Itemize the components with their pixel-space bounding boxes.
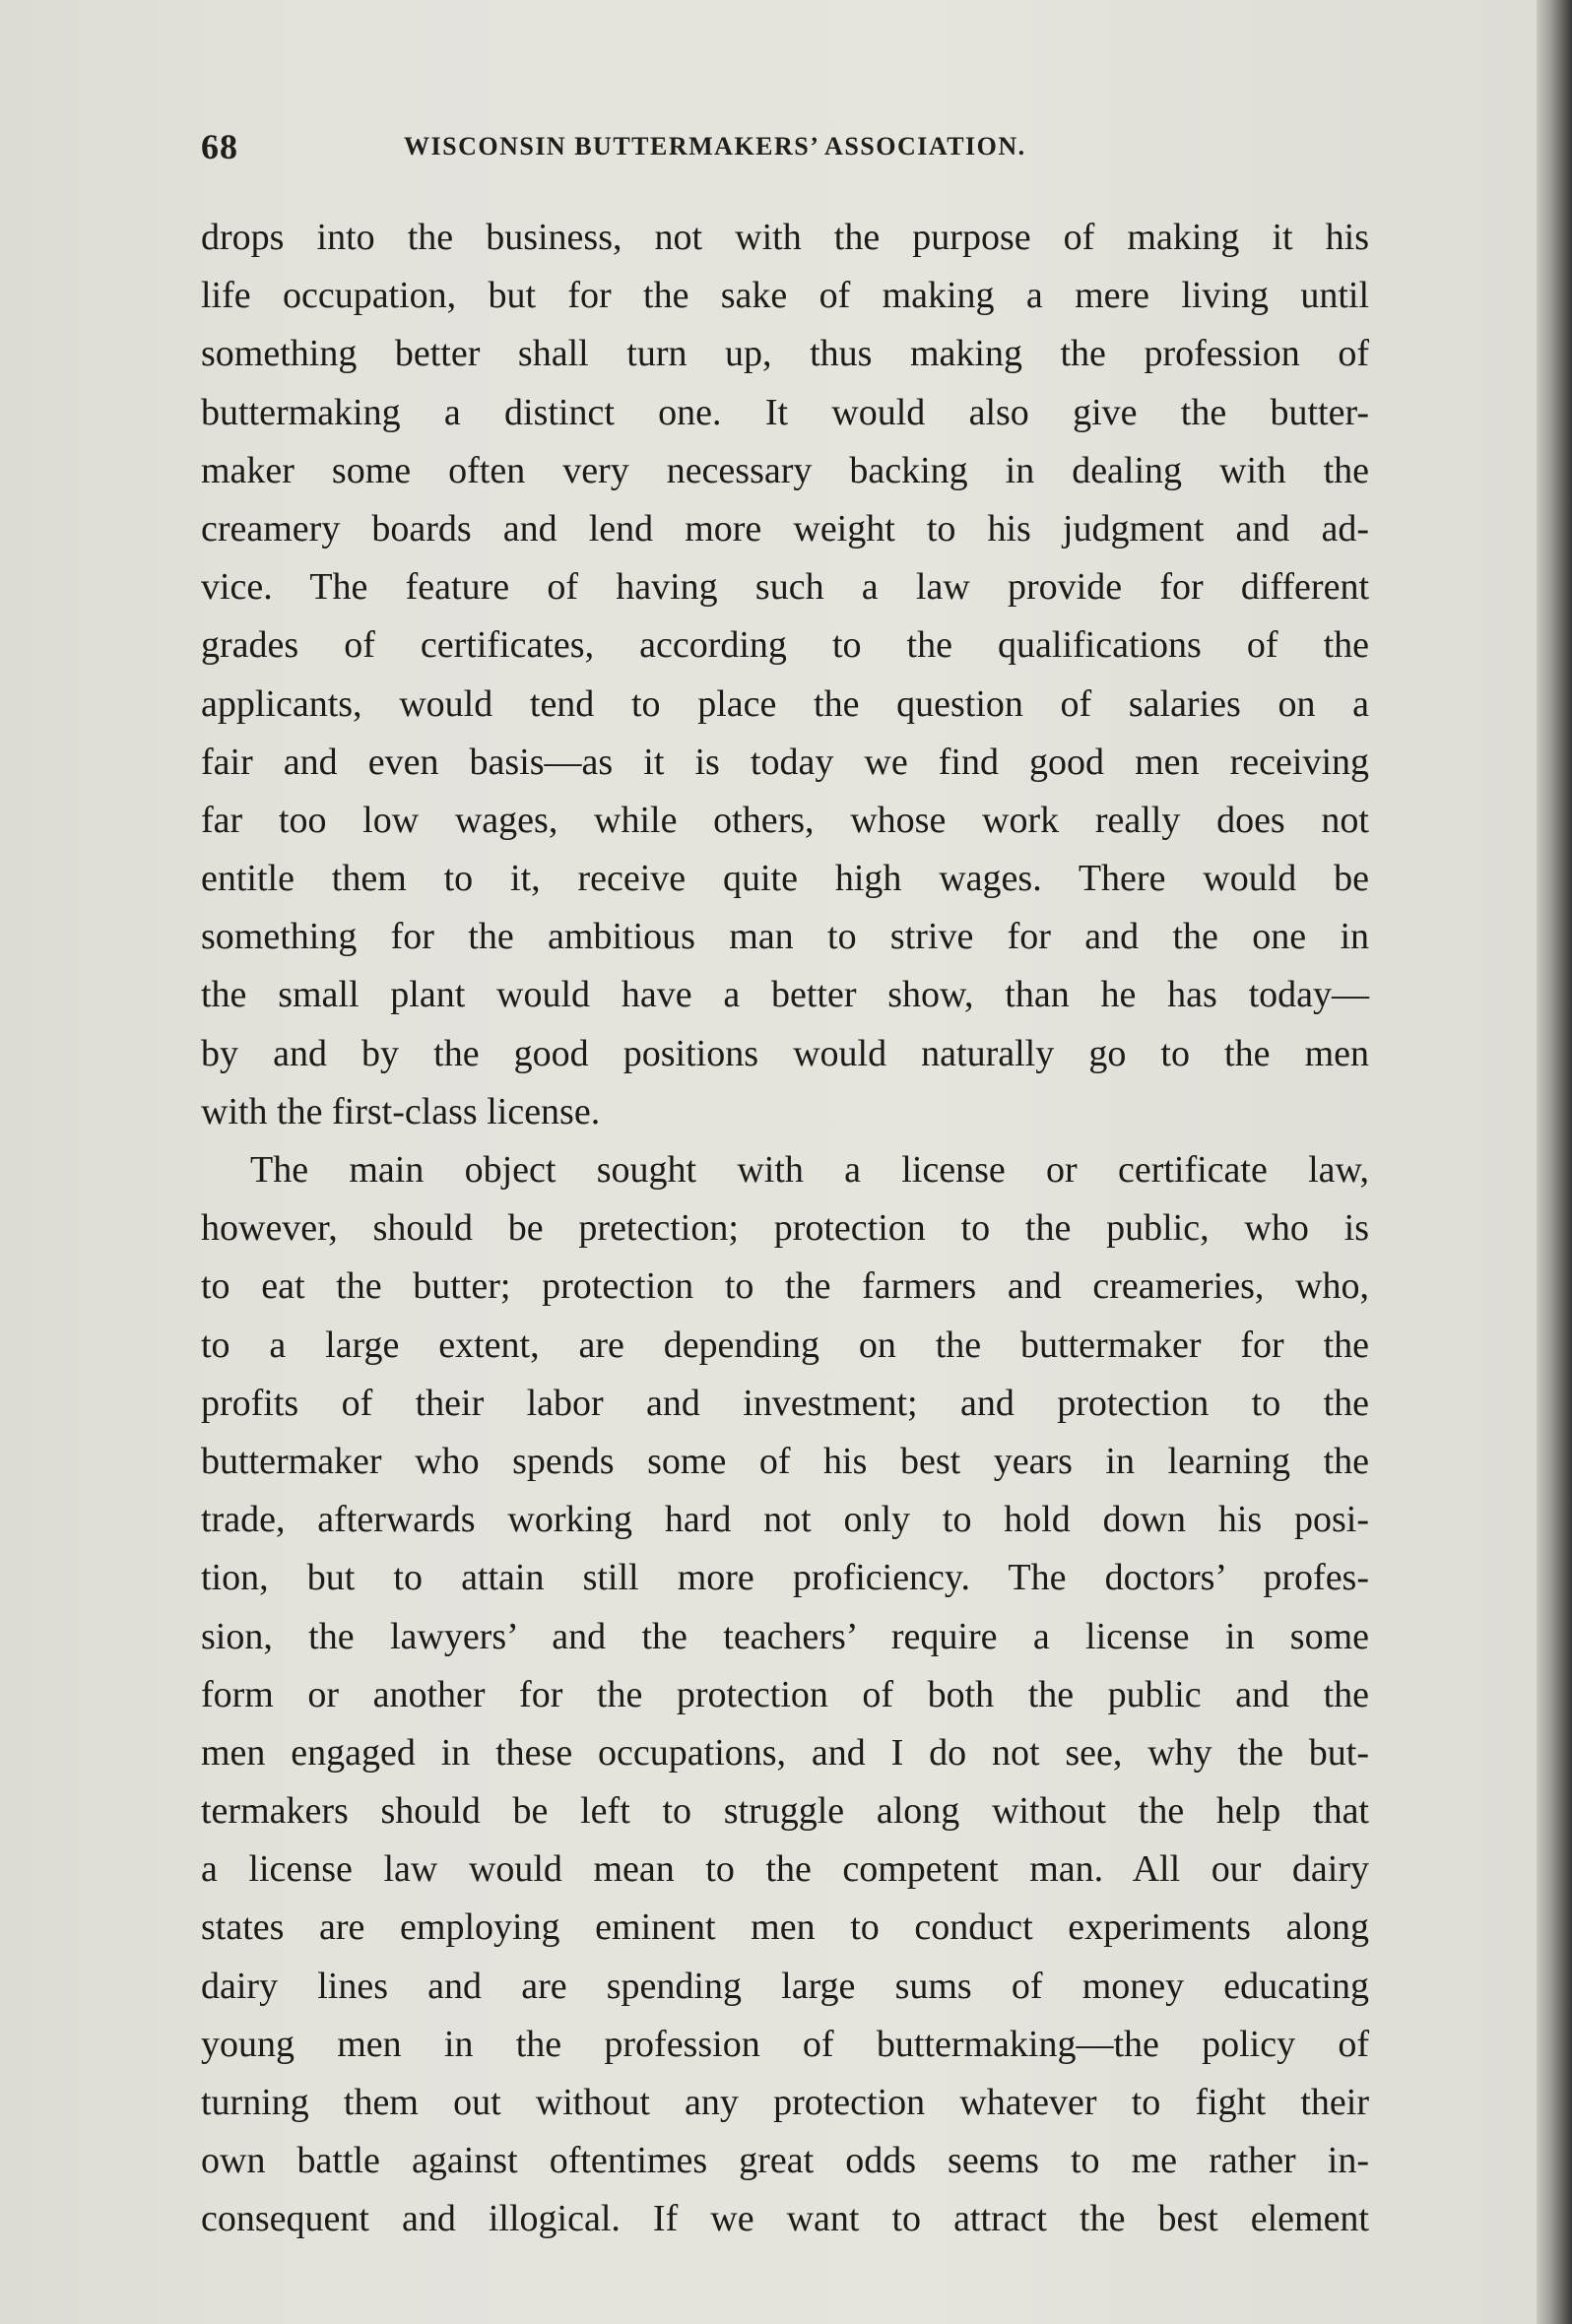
page-number: 68 (201, 127, 238, 166)
running-head: WISCONSIN BUTTERMAKERS’ ASSOCIATION. (404, 132, 1026, 161)
text-line: a license law would mean to the competent man. All our dairy (201, 1848, 1369, 1891)
text-line: men engaged in these occupations, and I do not see, why the but- (201, 1731, 1369, 1774)
text-line: drops into the business, not with the purpose of making it his (201, 217, 1369, 258)
text-line: grades of certificates, according to the qualifications of the (201, 624, 1369, 667)
body-text (201, 209, 1369, 2249)
text-line: dairy lines and are spending large sums of money educating (201, 1965, 1369, 2007)
text-line: to a large extent, are depending on the buttermaker for the (201, 1323, 1369, 1366)
text-line: the small plant would have a better show, than he has today— (201, 974, 1369, 1016)
text-line: profits of their labor and investment; and protection to the (201, 1382, 1369, 1424)
text-line: something better shall turn up, thus making the profession of (201, 333, 1369, 375)
text-line: vice. The feature of having such a law provide for different (201, 566, 1369, 609)
paragraph-2 (201, 1141, 1369, 2249)
text-line: applicants, would tend to place the question of salaries on a (201, 682, 1369, 725)
text-line: creamery boards and lend more weight to his judgment and ad- (201, 507, 1369, 549)
text-line: with the first-class license. (201, 1090, 601, 1132)
text-line: young men in the profession of buttermaking—the policy of (201, 2023, 1369, 2065)
text-line: The main object sought with a license or certificate law, (250, 1149, 1369, 1191)
text-line: buttermaking a distinct one. It would also give the butter- (201, 391, 1369, 433)
text-line: consequent and illogical. If we want to attract the best element (201, 2198, 1369, 2240)
text-line: to eat the butter; protection to the farmers and creameries, who, (201, 1265, 1369, 1308)
text-line: sion, the lawyers’ and the teachers’ require a license in some (201, 1615, 1369, 1657)
text-line: states are employing eminent men to conduct experiments along (201, 1906, 1369, 1949)
text-line: far too low wages, while others, whose work really does not (201, 799, 1369, 841)
page-edge-shadow (1537, 0, 1572, 2324)
text-line: entitle them to it, receive quite high wages. There would be (201, 858, 1369, 900)
text-line: own battle against oftentimes great odds seems to me rather in- (201, 2140, 1369, 2182)
text-line: termakers should be left to struggle along without the help that (201, 1790, 1369, 1833)
text-line: however, should be pretection; protection to the public, who is (201, 1207, 1369, 1250)
text-line: trade, afterwards working hard not only to hold down his posi- (201, 1499, 1369, 1541)
page-header (201, 126, 1373, 175)
text-line: tion, but to attain still more proficiency. The doctors’ profes- (201, 1557, 1369, 1599)
text-line: form or another for the protection of both the public and the (201, 1673, 1369, 1715)
text-line: something for the ambitious man to strive for and the one in (201, 916, 1369, 958)
text-line: maker some often very necessary backing in dealing with the (201, 449, 1369, 491)
text-line: buttermaker who spends some of his best years in learning the (201, 1440, 1369, 1482)
paragraph-1 (201, 209, 1369, 1141)
text-line: turning them out without any protection whatever to fight their (201, 2082, 1369, 2123)
text-line: by and by the good positions would naturally go to the men (201, 1032, 1369, 1074)
text-line: fair and even basis—as it is today we find good men receiving (201, 741, 1369, 783)
text-line: life occupation, but for the sake of making a mere living until (201, 275, 1369, 317)
